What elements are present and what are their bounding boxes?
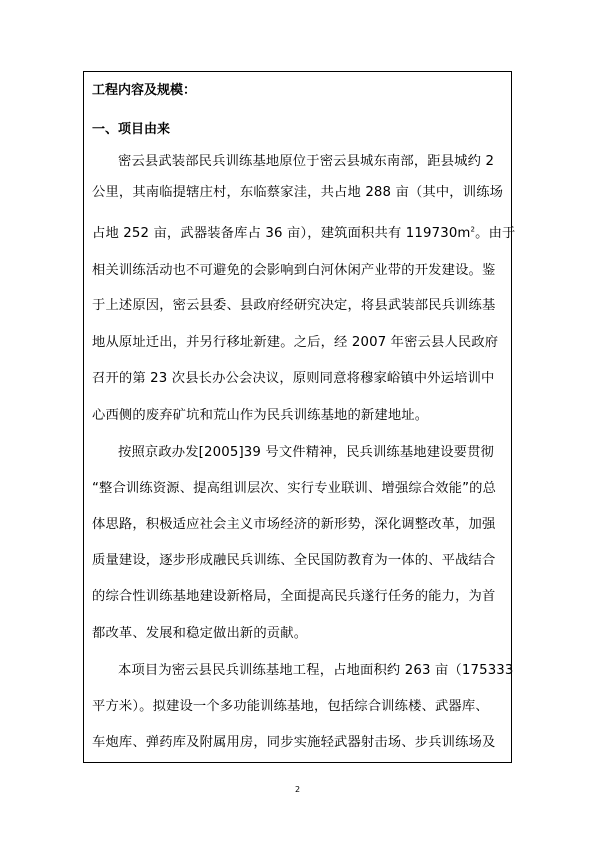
paragraph-line [92,226,516,242]
paragraph-line: 质量建设，逐步形成融民兵训练、全民国防教育为一体的、平战结合 [92,553,496,568]
paragraph-line: 相关训练活动也不可避免的会影响到白河休闲产业带的开发建设。鉴 [92,263,496,278]
paragraph-text: 。由于 [475,226,516,241]
paragraph-text: 占地 252 亩，武器装备库占 36 亩），建筑面积共有 119730m [92,226,471,241]
superscript: 2 [470,225,476,234]
paragraph-line: 都改革、发展和稳定做出新的贡献。 [92,626,308,641]
section-label: 工程内容及规模： [92,83,197,98]
paragraph-line: 于上述原因，密云县委、县政府经研究决定，将县武装部民兵训练基 [92,298,496,313]
paragraph-line: “整合训练资源、提高组训层次、实行专业联训、增强综合效能”的总 [92,481,497,496]
paragraph-line: 平方米）。拟建设一个多功能训练基地，包括综合训练楼、武器库、 [92,699,489,714]
paragraph-line: 体思路，积极适应社会主义市场经济的新形势，深化调整改革，加强 [92,517,496,532]
section-heading: 一、项目由来 [92,122,171,137]
paragraph-line: 公里，其南临提辖庄村，东临蔡家洼，共占地 288 亩（其中，训练场 [92,185,504,200]
paragraph-line: 本项目为密云县民兵训练基地工程，占地面积约 263 亩（175333 [118,663,514,678]
paragraph-line: 心西侧的废弃矿坑和荒山作为民兵训练基地的新建地址。 [92,408,429,423]
paragraph-line: 的综合性训练基地建设新格局，全面提高民兵遂行任务的能力，为首 [92,589,496,604]
page-number: 2 [294,785,301,794]
paragraph-line: 车炮库、弹药库及附属用房，同步实施轻武器射击场、步兵训练场及 [92,735,496,750]
paragraph-line: 召开的第 23 次县长办公会决议，原则同意将穆家峪镇中外运培训中 [92,371,495,386]
paragraph-line: 按照京政办发[2005]39 号文件精神，民兵训练基地建设要贯彻 [118,445,494,460]
paragraph-line: 密云县武装部民兵训练基地原位于密云县城东南部，距县城约 2 [118,154,495,169]
paragraph-line: 地从原址迁出，并另行移址新建。之后，经 2007 年密云县人民政府 [92,335,499,350]
